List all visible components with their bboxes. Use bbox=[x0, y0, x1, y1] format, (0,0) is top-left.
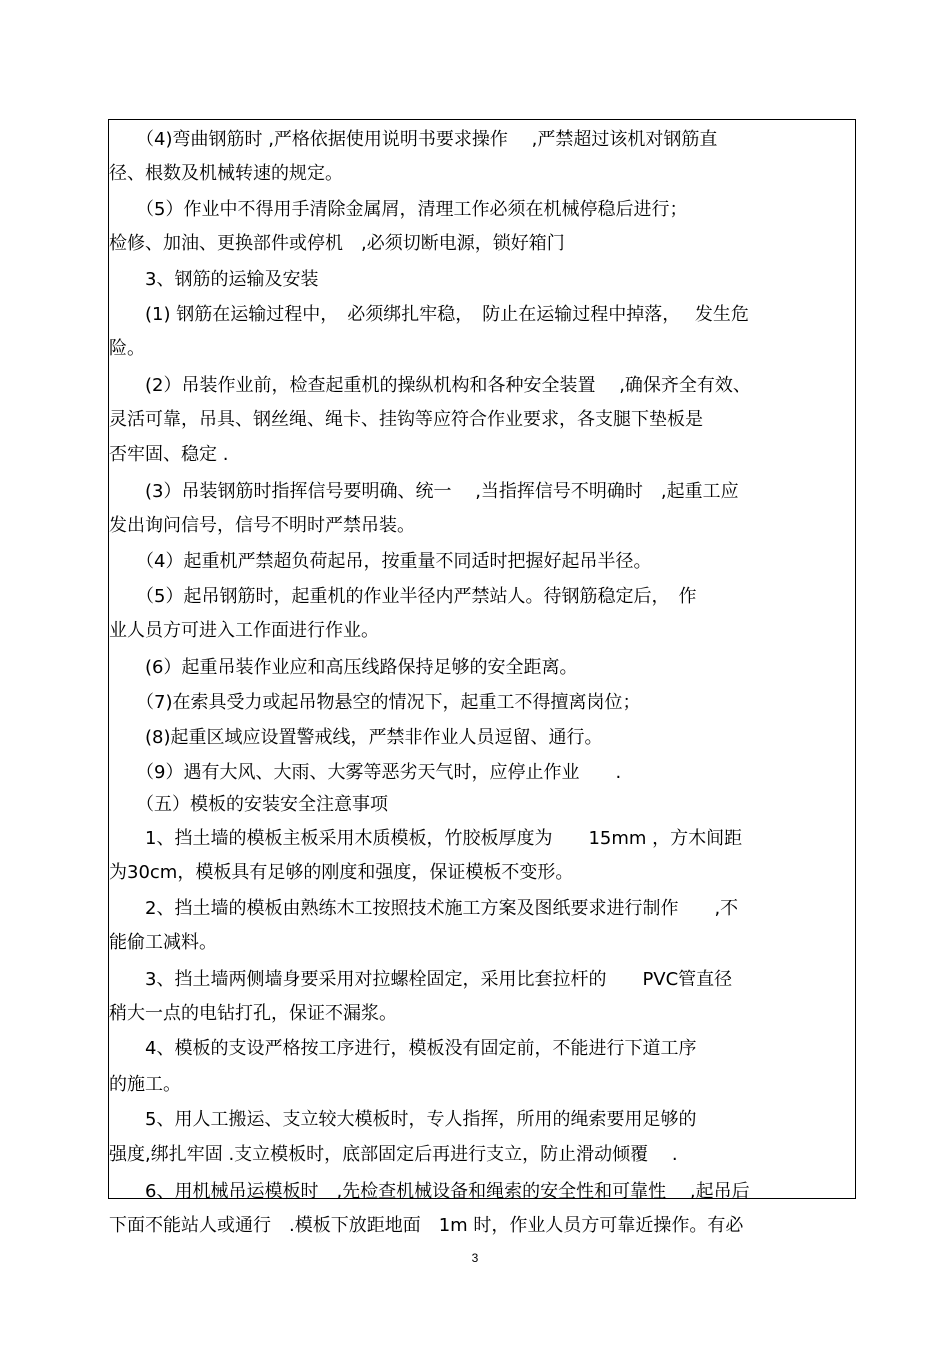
text-line: 3、挡土墙两侧墙身要采用对拉螺栓固定，采用比套拉杆的 PVC管直径 bbox=[109, 969, 733, 990]
text-line: 险。 bbox=[109, 338, 145, 359]
text-line: 为30cm，模板具有足够的刚度和强度，保证模板不变形。 bbox=[109, 862, 574, 883]
text-line: (6）起重吊装作业应和高压线路保持足够的安全距离。 bbox=[109, 657, 578, 678]
text-line: （9）遇有大风、大雨、大雾等恶劣天气时，应停止作业 . bbox=[109, 762, 622, 783]
text-line: 能偷工减料。 bbox=[109, 932, 217, 953]
text-line: (1) 钢筋在运输过程中， 必须绑扎牢稳， 防止在运输过程中掉落， 发生危 bbox=[109, 304, 749, 325]
text-line: （5）作业中不得用手清除金属屑，清理工作必须在机械停稳后进行； bbox=[109, 199, 688, 220]
text-line: （4)弯曲钢筋时 ,严格依据使用说明书要求操作 ,严禁超过该机对钢筋直 bbox=[109, 129, 718, 150]
text-line: 径、根数及机械转速的规定。 bbox=[109, 163, 343, 184]
text-line: （5）起吊钢筋时，起重机的作业半径内严禁站人。待钢筋稳定后， 作 bbox=[109, 586, 697, 607]
text-line: （五）模板的安装安全注意事项 bbox=[109, 794, 388, 815]
text-line: 下面不能站人或通行 .模板下放距地面 1m 时，作业人员方可靠近操作。有必 bbox=[109, 1215, 744, 1236]
text-line: 的施工。 bbox=[109, 1074, 181, 1095]
content-table-cell bbox=[108, 119, 856, 1236]
text-line: 稍大一点的电钻打孔，保证不漏浆。 bbox=[109, 1003, 397, 1024]
text-line: (2）吊装作业前，检查起重机的操纵机构和各种安全装置 ,确保齐全有效、 bbox=[109, 375, 751, 396]
text-line: (8)起重区域应设置警戒线，严禁非作业人员逗留、通行。 bbox=[109, 727, 603, 748]
text-line: 业人员方可进入工作面进行作业。 bbox=[109, 620, 379, 641]
text-line: 强度,绑扎牢固 .支立模板时，底部固定后再进行支立，防止滑动倾覆 . bbox=[109, 1144, 678, 1165]
text-line: 灵活可靠，吊具、钢丝绳、绳卡、挂钩等应符合作业要求，各支腿下垫板是 bbox=[109, 409, 703, 430]
text-line: 2、挡土墙的模板由熟练木工按照技术施工方案及图纸要求进行制作 ,不 bbox=[109, 898, 739, 919]
text-line: 1、挡土墙的模板主板采用木质模板，竹胶板厚度为 15mm ，方木间距 bbox=[109, 828, 743, 849]
text-line: 5、用人工搬运、支立较大模板时，专人指挥，所用的绳索要用足够的 bbox=[109, 1109, 697, 1130]
text-line: （4）起重机严禁超负荷起吊，按重量不同适时把握好起吊半径。 bbox=[109, 551, 652, 572]
text-line: (3）吊装钢筋时指挥信号要明确、统一 ,当指挥信号不明确时 ,起重工应 bbox=[109, 481, 739, 502]
text-line: 检修、加油、更换部件或停机 ,必须切断电源，锁好箱门 bbox=[109, 233, 565, 254]
text-line: 发出询问信号，信号不明时严禁吊装。 bbox=[109, 515, 415, 536]
page-number: 3 bbox=[471, 1251, 479, 1265]
text-line: 否牢固、稳定 . bbox=[109, 444, 229, 465]
text-line: 6、用机械吊运模板时 ,先检查机械设备和绳索的安全性和可靠性 ,起吊后 bbox=[109, 1181, 750, 1202]
text-line: 4、模板的支设严格按工序进行，模板没有固定前，不能进行下道工序 bbox=[109, 1038, 697, 1059]
text-line: 3、钢筋的运输及安装 bbox=[109, 269, 319, 290]
text-line: （7)在索具受力或起吊物悬空的情况下，起重工不得擅离岗位； bbox=[109, 692, 641, 713]
